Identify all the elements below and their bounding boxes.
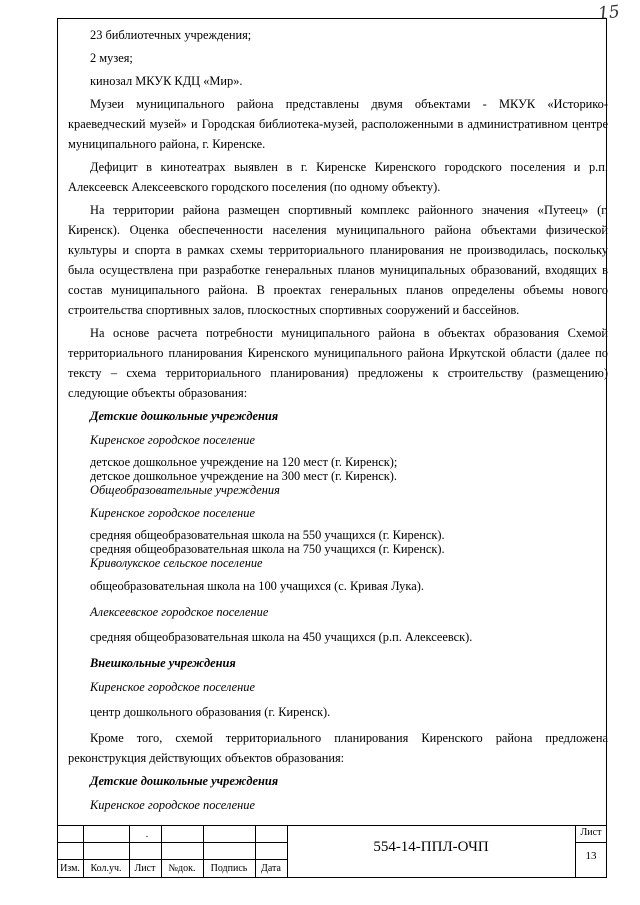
title-block-row-line [57, 842, 287, 843]
document-code: 554-14-ППЛ-ОЧП [373, 839, 489, 855]
title-block-dot: . [145, 829, 149, 840]
paragraph-museums: Музеи муниципального района представлены двумя объектами - МКУК «Историко-краеведческий музей» и Городская библиотека-музей, расположенными в административном центре муниципального района, г. Киренске. [68, 97, 608, 151]
col-label-data: Дата [261, 863, 281, 874]
section-heading: Детские дошкольные учреждения [90, 774, 279, 788]
paragraph-sports: На территории района размещен спортивный комплекс районного значения «Путеец» (г. Киренск). Оценка обеспеченности населения муниципального района объектами физической культуры и спорта в рамках схемы территориального планирования не производилась, поскольку была осуществлена при разработке генеральных планов муниципальных образований, входящих в состав муниципального района. В проектах генеральных планов определены объемы нового строительства спортивных залов, плоскостных спортивных сооружений и бассейнов. [68, 203, 608, 317]
document-body [68, 25, 608, 820]
sheet-cell-divider [575, 842, 607, 843]
settlement-heading: Киренское городское поселение [90, 506, 255, 520]
sheet-number: 13 [585, 850, 597, 862]
col-label-izm: Изм. [60, 863, 80, 874]
paragraph-reconstruction: Кроме того, схемой территориального планирования Киренского района предложена реконструкция действующих объектов образования: [68, 731, 608, 765]
item-group [68, 455, 608, 497]
col-label-podpis: Подпись [210, 863, 248, 874]
list-item: средняя общеобразовательная школа на 750 учащихся (г. Киренск). [90, 542, 445, 556]
list-item: средняя общеобразовательная школа на 550 учащихся (г. Киренск). [90, 528, 445, 542]
col-label-ndok: №док. [168, 863, 196, 874]
list-line: 23 библиотечных учреждения; [90, 28, 252, 42]
list-line: кинозал МКУК КДЦ «Мир». [90, 74, 243, 88]
handwritten-page-number: 15 [597, 1, 621, 25]
section-heading: Внешкольные учреждения [90, 656, 236, 670]
list-item: средняя общеобразовательная школа на 450 учащихся (р.п. Алексеевск). [90, 630, 473, 644]
title-block-row-line [57, 859, 287, 860]
list-item: центр дошкольного образования (г. Киренск). [90, 705, 331, 719]
col-label-list: Лист [134, 863, 156, 874]
paragraph-cinema-deficit: Дефицит в кинотеатрах выявлен в г. Киренске Киренского городского поселения и р.п. Алексеевск Алексеевского городского поселения (по одному объекту). [68, 160, 608, 194]
settlement-heading: Киренское городское поселение [90, 798, 255, 812]
settlement-heading: Киренское городское поселение [90, 680, 255, 694]
list-item: общеобразовательная школа на 100 учащихся (с. Кривая Лука). [90, 579, 424, 593]
list-item: детское дошкольное учреждение на 120 мест (г. Киренск); [90, 455, 398, 469]
settlement-heading: Алексеевское городское поселение [90, 605, 269, 619]
title-block-top-border [57, 825, 607, 826]
item-group [68, 528, 608, 570]
sheet-label: Лист [580, 827, 602, 838]
list-item: детское дошкольное учреждение на 300 мест (г. Киренск). [90, 469, 397, 483]
title-block [57, 825, 607, 878]
section-heading: Детские дошкольные учреждения [90, 409, 279, 423]
section-heading-inline: Общеобразовательные учреждения [90, 483, 280, 497]
settlement-heading-inline: Криволукское сельское поселение [90, 556, 263, 570]
list-line: 2 музея; [90, 51, 133, 65]
settlement-heading: Киренское городское поселение [90, 433, 255, 447]
col-label-kol-uch: Кол.уч. [90, 863, 122, 874]
paragraph-education-basis: На основе расчета потребности муниципального района в объектах образования Схемой территориального планирования Киренского муниципального района Иркутской области (далее по тексту – схема территориального планирования) предложены к строительству (размещению) следующие объекты образования: [68, 326, 608, 400]
